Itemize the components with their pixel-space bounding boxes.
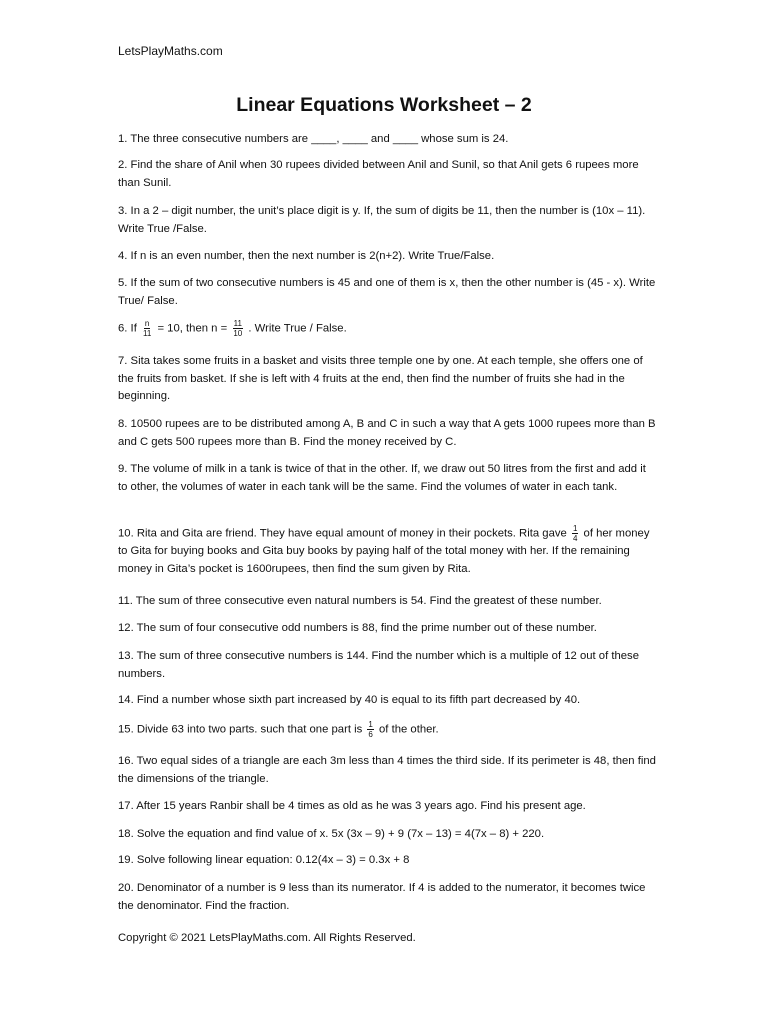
fraction-11-over-10 bbox=[232, 319, 243, 338]
question-10-text-b: of her money to Gita for buying books and Gita buy books by paying half of the total money with her. If the remaining money in Gita’s pocket is 1600rupees, then find the sum given by Rita. bbox=[118, 527, 650, 575]
question-6 bbox=[118, 319, 658, 338]
question-10-text-a: 10. Rita and Gita are friend. They have equal amount of money in their pockets. Rita gave bbox=[118, 527, 567, 540]
fraction-numerator: 1 bbox=[368, 720, 373, 729]
question-19: 19. Solve following linear equation: 0.12(4x – 3) = 0.3x + 8 bbox=[118, 854, 410, 866]
question-17: 17. After 15 years Ranbir shall be 4 times as old as he was 3 years ago. Find his present age. bbox=[118, 800, 586, 812]
question-13: 13. The sum of three consecutive numbers is 144. Find the number which is a multiple of 12 out of these numbers. bbox=[118, 650, 639, 680]
question-3: 3. In a 2 – digit number, the unit’s place digit is y. If, the sum of digits be 11, then the number is (10x – 11). Write True /False. bbox=[118, 205, 646, 235]
question-18: 18. Solve the equation and find value of x. 5x (3x – 9) + 9 (7x – 13) = 4(7x – 8) + 220. bbox=[118, 828, 545, 840]
question-9: 9. The volume of milk in a tank is twice of that in the other. If, we draw out 50 litres from the first and add it to other, the volumes of water in each tank will be the same. Find the volumes of water in each tank. bbox=[118, 463, 646, 493]
question-6-text-c: . Write True / False. bbox=[248, 322, 347, 335]
question-15-text-b: of the other. bbox=[379, 723, 439, 736]
question-6-text-b: = 10, then n = bbox=[157, 322, 228, 335]
fraction-numerator: 11 bbox=[233, 319, 242, 328]
question-8: 8. 10500 rupees are to be distributed among A, B and C in such a way that A gets 1000 rupees more than B and C gets 500 rupees more than B. Find the money received by C. bbox=[118, 418, 656, 448]
question-1: 1. The three consecutive numbers are ____, ____ and ____ whose sum is 24. bbox=[118, 133, 509, 145]
question-16: 16. Two equal sides of a triangle are each 3m less than 4 times the third side. If its perimeter is 48, then find the dimensions of the triangle. bbox=[118, 755, 656, 785]
fraction-1-over-4 bbox=[572, 524, 578, 543]
fraction-1-over-6 bbox=[367, 720, 373, 739]
question-11: 11. The sum of three consecutive even natural numbers is 54. Find the greatest of these number. bbox=[118, 595, 602, 607]
question-7: 7. Sita takes some fruits in a basket and visits three temple one by one. At each temple, she offers one of the fruits from basket. If she is left with 4 fruits at the end, then find the number of fruits she had in the beginning. bbox=[118, 355, 643, 402]
question-5: 5. If the sum of two consecutive numbers is 45 and one of them is x, then the other number is (45 - x). Write True/ False. bbox=[118, 277, 656, 307]
fraction-denominator: 6 bbox=[368, 730, 373, 739]
question-6-text-a: 6. If bbox=[118, 322, 137, 335]
fraction-n-over-11 bbox=[142, 319, 152, 338]
question-14: 14. Find a number whose sixth part increased by 40 is equal to its fifth part decreased by 40. bbox=[118, 694, 581, 706]
fraction-numerator: 1 bbox=[572, 524, 578, 533]
worksheet-title: Linear Equations Worksheet – 2 bbox=[236, 94, 532, 116]
copyright-footer: Copyright © 2021 LetsPlayMaths.com. All Rights Reserved. bbox=[118, 932, 416, 944]
question-15 bbox=[118, 720, 658, 739]
fraction-denominator: 4 bbox=[572, 534, 578, 543]
site-name: LetsPlayMaths.com bbox=[118, 44, 223, 58]
fraction-numerator: n bbox=[144, 319, 150, 328]
question-4: 4. If n is an even number, then the next number is 2(n+2). Write True/False. bbox=[118, 250, 495, 262]
question-12: 12. The sum of four consecutive odd numbers is 88, find the prime number out of these number. bbox=[118, 622, 597, 634]
fraction-denominator: 11 bbox=[142, 329, 152, 338]
question-15-text-a: 15. Divide 63 into two parts. such that one part is bbox=[118, 723, 363, 736]
question-20: 20. Denominator of a number is 9 less than its numerator. If 4 is added to the numerator, it becomes twice the denominator. Find the fraction. bbox=[118, 882, 646, 912]
question-2: 2. Find the share of Anil when 30 rupees divided between Anil and Sunil, so that Anil gets 6 rupees more than Sunil. bbox=[118, 159, 639, 189]
fraction-denominator: 10 bbox=[233, 329, 243, 338]
question-10 bbox=[118, 524, 658, 578]
